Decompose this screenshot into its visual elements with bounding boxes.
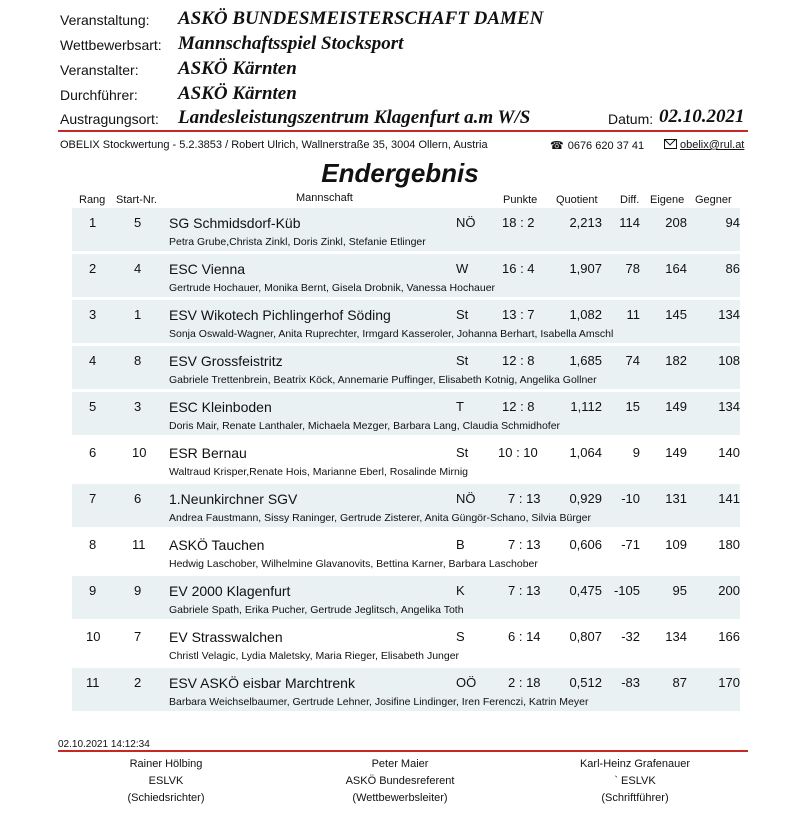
signature-role: (Schriftführer) <box>601 792 669 804</box>
cell-gegner: 166 <box>718 629 740 644</box>
cell-eigene: 182 <box>665 353 687 368</box>
header-value: ASKÖ BUNDESMEISTERSCHAFT DAMEN <box>178 8 544 29</box>
cell-land: K <box>456 583 465 598</box>
col-header-rang: Rang <box>79 194 106 206</box>
cell-startnr: 3 <box>134 399 142 414</box>
footer-timestamp: 02.10.2021 14:12:34 <box>58 739 150 750</box>
page-title: Endergebnis <box>321 158 479 188</box>
col-header-startnr: Start-Nr. <box>116 194 157 206</box>
cell-punkte: 7 : 13 <box>508 583 541 598</box>
cell-punkte: 7 : 13 <box>508 537 541 552</box>
cell-team: ESV ASKÖ eisbar Marchtrenk <box>169 675 355 691</box>
signature-org: ASKÖ Bundesreferent <box>345 775 455 787</box>
cell-members: Andrea Faustmann, Sissy Raninger, Gertrude Zisterer, Anita Güngör-Schano, Silvia Bürger <box>169 512 591 524</box>
cell-diff: -71 <box>621 537 640 552</box>
cell-startnr: 10 <box>132 445 147 460</box>
table-row <box>72 576 740 622</box>
cell-team: ESR Bernau <box>169 445 247 461</box>
table-row <box>72 622 740 668</box>
table-row <box>72 392 740 438</box>
cell-startnr: 1 <box>134 307 142 322</box>
cell-diff: 11 <box>626 307 640 322</box>
header-label: Veranstalter: <box>60 62 139 78</box>
phone-number: 0676 620 37 41 <box>567 140 645 152</box>
cell-eigene: 208 <box>665 215 687 230</box>
col-header-eigene: Eigene <box>650 194 685 206</box>
cell-team: SG Schmidsdorf-Küb <box>169 215 301 231</box>
cell-rang: 10 <box>86 629 101 644</box>
cell-rang: 7 <box>89 491 97 506</box>
cell-startnr: 9 <box>134 583 142 598</box>
header-value: ASKÖ Kärnten <box>178 58 297 79</box>
cell-quotient: 0,606 <box>569 537 602 552</box>
cell-startnr: 6 <box>134 491 142 506</box>
cell-gegner: 134 <box>718 399 740 414</box>
table-row <box>72 668 740 714</box>
cell-punkte: 7 : 13 <box>508 491 541 506</box>
cell-land: St <box>456 307 469 322</box>
cell-land: B <box>456 537 465 552</box>
cell-diff: 78 <box>625 261 640 276</box>
cell-gegner: 170 <box>718 675 740 690</box>
phone-info <box>550 139 644 152</box>
signature-role: (Schiedsrichter) <box>127 792 205 804</box>
cell-members: Gertrude Hochauer, Monika Bernt, Gisela Drobnik, Vanessa Hochauer <box>169 282 496 294</box>
cell-eigene: 145 <box>665 307 687 322</box>
cell-rang: 5 <box>89 399 97 414</box>
cell-startnr: 7 <box>134 629 142 644</box>
phone-icon: ☎ <box>550 140 564 152</box>
cell-punkte: 12 : 8 <box>502 353 535 368</box>
col-header-diff: Diff. <box>620 194 640 206</box>
cell-eigene: 95 <box>672 583 687 598</box>
cell-rang: 6 <box>89 445 97 460</box>
cell-gegner: 200 <box>718 583 740 598</box>
table-row <box>72 300 740 346</box>
cell-team: 1.Neunkirchner SGV <box>169 491 298 507</box>
cell-gegner: 141 <box>718 491 740 506</box>
cell-members: Gabriele Trettenbrein, Beatrix Köck, Annemarie Puffinger, Elisabeth Kotnig, Angelika Gollner <box>169 374 597 386</box>
table-row <box>72 438 740 484</box>
cell-gegner: 94 <box>725 215 740 230</box>
cell-members: Petra Grube,Christa Zinkl, Doris Zinkl, Stefanie Etlinger <box>169 236 426 248</box>
table-row <box>72 346 740 392</box>
cell-startnr: 11 <box>132 537 146 552</box>
col-header-punkte: Punkte <box>503 194 538 206</box>
cell-diff: 15 <box>625 399 640 414</box>
cell-eigene: 134 <box>665 629 687 644</box>
cell-diff: -83 <box>621 675 640 690</box>
signature-wettbewerbsleiter <box>300 756 500 807</box>
cell-diff: 114 <box>619 215 640 230</box>
signature-org: ` ESLVK <box>614 775 656 787</box>
header-label: Austragungsort: <box>60 111 159 127</box>
cell-land: OÖ <box>456 675 477 690</box>
header-divider <box>58 130 748 132</box>
cell-land: S <box>456 629 465 644</box>
cell-team: ASKÖ Tauchen <box>169 537 265 553</box>
email-link[interactable]: obelix@rul.at <box>680 139 745 151</box>
cell-team: EV Strasswalchen <box>169 629 283 645</box>
results-table <box>72 208 740 714</box>
cell-startnr: 8 <box>134 353 142 368</box>
cell-rang: 9 <box>89 583 97 598</box>
cell-members: Sonja Oswald-Wagner, Anita Ruprechter, Irmgard Kasseroler, Johanna Berhart, Isabella Amschl <box>169 328 614 340</box>
cell-diff: -105 <box>613 583 640 598</box>
cell-team: ESV Wikotech Pichlingerhof Söding <box>169 307 391 323</box>
cell-members: Barbara Weichselbaumer, Gertrude Lehner, Josifine Lindinger, Iren Ferenczi, Katrin Meyer <box>169 696 589 708</box>
signature-role: (Wettbewerbsleiter) <box>352 792 448 804</box>
cell-eigene: 87 <box>672 675 687 690</box>
cell-land: NÖ <box>456 491 476 506</box>
cell-quotient: 0,929 <box>569 491 602 506</box>
cell-rang: 2 <box>89 261 97 276</box>
table-row <box>72 530 740 576</box>
cell-quotient: 0,475 <box>569 583 602 598</box>
header-value: Landesleistungszentrum Klagenfurt a.m W/S <box>178 107 531 128</box>
cell-gegner: 180 <box>718 537 740 552</box>
signature-org: ESLVK <box>148 775 184 787</box>
cell-team: ESC Vienna <box>169 261 246 277</box>
header-label: Durchführer: <box>60 87 138 103</box>
cell-quotient: 1,907 <box>569 261 602 276</box>
cell-gegner: 134 <box>718 307 740 322</box>
cell-gegner: 86 <box>725 261 740 276</box>
cell-eigene: 109 <box>665 537 687 552</box>
cell-team: ESV Grossfeistritz <box>169 353 283 369</box>
software-info: OBELIX Stockwertung - 5.2.3853 / Robert Ulrich, Wallnerstraße 35, 3004 Ollern, Austria <box>60 139 488 151</box>
cell-land: St <box>456 445 469 460</box>
cell-diff: -10 <box>621 491 640 506</box>
cell-land: T <box>456 399 464 414</box>
col-header-gegner: Gegner <box>695 194 732 206</box>
header-label: Veranstaltung: <box>60 12 150 28</box>
cell-punkte: 18 : 2 <box>502 215 535 230</box>
datum-value: 02.10.2021 <box>659 106 745 127</box>
header-value: ASKÖ Kärnten <box>178 83 297 104</box>
cell-punkte: 2 : 18 <box>508 675 541 690</box>
cell-punkte: 13 : 7 <box>502 307 535 322</box>
cell-quotient: 2,213 <box>569 215 602 230</box>
cell-quotient: 1,112 <box>570 399 602 414</box>
table-row <box>72 484 740 530</box>
signature-schiedsrichter <box>66 756 266 807</box>
cell-eigene: 164 <box>665 261 687 276</box>
cell-team: EV 2000 Klagenfurt <box>169 583 291 599</box>
cell-quotient: 1,082 <box>569 307 602 322</box>
signature-name: Rainer Hölbing <box>129 758 203 770</box>
cell-quotient: 0,512 <box>569 675 602 690</box>
email-info[interactable] <box>664 139 744 151</box>
cell-eigene: 149 <box>665 445 687 460</box>
cell-eigene: 149 <box>665 399 687 414</box>
cell-gegner: 140 <box>718 445 740 460</box>
cell-team: ESC Kleinboden <box>169 399 272 415</box>
cell-rang: 8 <box>89 537 97 552</box>
cell-punkte: 16 : 4 <box>502 261 535 276</box>
cell-members: Hedwig Laschober, Wilhelmine Glavanovits, Bettina Karner, Barbara Laschober <box>169 558 538 570</box>
cell-land: W <box>456 261 469 276</box>
cell-punkte: 6 : 14 <box>508 629 541 644</box>
col-header-quotient: Quotient <box>556 194 598 206</box>
cell-diff: 74 <box>625 353 640 368</box>
signature-name: Peter Maier <box>371 758 429 770</box>
cell-startnr: 4 <box>134 261 142 276</box>
cell-punkte: 10 : 10 <box>498 445 538 460</box>
cell-quotient: 1,064 <box>569 445 602 460</box>
cell-members: Waltraud Krisper,Renate Hois, Marianne Eberl, Rosalinde Mirnig <box>169 466 468 478</box>
cell-members: Gabriele Spath, Erika Pucher, Gertrude Jeglitsch, Angelika Toth <box>169 604 464 616</box>
cell-rang: 1 <box>89 215 97 230</box>
table-row <box>72 208 740 254</box>
cell-land: NÖ <box>456 215 476 230</box>
cell-startnr: 5 <box>134 215 142 230</box>
datum-label: Datum: <box>608 111 654 127</box>
cell-startnr: 2 <box>134 675 142 690</box>
header-value: Mannschaftsspiel Stocksport <box>178 33 404 54</box>
cell-land: St <box>456 353 469 368</box>
cell-rang: 11 <box>86 675 100 690</box>
cell-members: Doris Mair, Renate Lanthaler, Michaela Mezger, Barbara Lang, Claudia Schmidhofer <box>169 420 561 432</box>
signature-schriftfuehrer <box>535 756 735 807</box>
table-row <box>72 254 740 300</box>
cell-punkte: 12 : 8 <box>502 399 535 414</box>
cell-quotient: 0,807 <box>569 629 602 644</box>
mail-icon <box>664 139 677 149</box>
cell-diff: 9 <box>632 445 640 460</box>
cell-members: Christl Velagic, Lydia Maletsky, Maria Rieger, Elisabeth Junger <box>169 650 460 662</box>
signature-name: Karl-Heinz Grafenauer <box>579 758 691 770</box>
cell-quotient: 1,685 <box>569 353 602 368</box>
cell-rang: 3 <box>89 307 97 322</box>
header-label: Wettbewerbsart: <box>60 37 162 53</box>
cell-gegner: 108 <box>718 353 740 368</box>
cell-rang: 4 <box>89 353 97 368</box>
cell-diff: -32 <box>621 629 640 644</box>
cell-eigene: 131 <box>665 491 687 506</box>
col-header-mannschaft: Mannschaft <box>296 192 353 204</box>
footer-divider <box>58 750 748 752</box>
